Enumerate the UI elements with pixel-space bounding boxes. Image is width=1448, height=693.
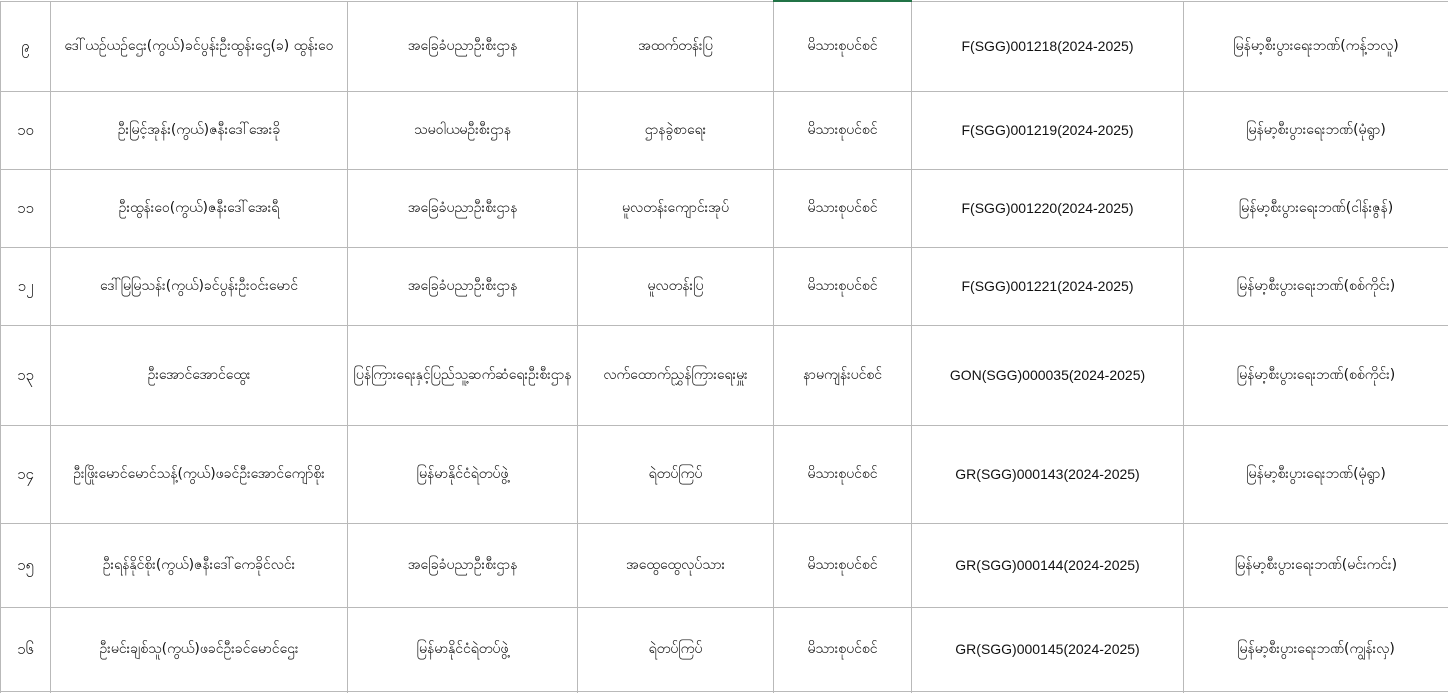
row-number-cell[interactable]: ၁၀	[1, 91, 51, 169]
table-row	[1, 1, 1448, 91]
position-cell[interactable]: ဌာနခွဲစာရေး	[578, 91, 774, 169]
pension-number-cell[interactable]: GR(SGG)000145(2024-2025)	[912, 607, 1184, 691]
bank-office-cell[interactable]: မြန်မာ့စီးပွားရေးဘဏ်(ကန့်ဘလူ)	[1184, 1, 1448, 91]
pension-number-cell[interactable]: GR(SGG)000144(2024-2025)	[912, 523, 1184, 607]
bank-office-cell[interactable]: မြန်မာ့စီးပွားရေးဘဏ်(စစ်ကိုင်း)	[1184, 325, 1448, 425]
pension-number-cell[interactable]: F(SGG)001220(2024-2025)	[912, 169, 1184, 247]
position-cell[interactable]: အထွေထွေလုပ်သား	[578, 523, 774, 607]
name-cell[interactable]: ဦးမြင့်အုန်း(ကွယ်)ဇနီးဒေါ်အေးခို	[51, 91, 348, 169]
pension-number-cell[interactable]: F(SGG)001219(2024-2025)	[912, 91, 1184, 169]
pension-type-cell[interactable]: မိသားစုပင်စင်	[774, 247, 912, 325]
department-cell[interactable]: အခြေခံပညာဦးစီးဌာန	[348, 523, 578, 607]
bank-office-cell[interactable]: မြန်မာ့စီးပွားရေးဘဏ်(ကျွန်းလှ)	[1184, 607, 1448, 691]
name-cell[interactable]: ဒေါ်ယဉ်ယဉ်ဌေး(ကွယ်)ခင်ပွန်းဦးထွန်းဌေ(ခ) ထွန်းဝေ	[51, 1, 348, 91]
position-cell[interactable]: ရဲတပ်ကြပ်	[578, 425, 774, 523]
bank-office-cell[interactable]: မြန်မာ့စီးပွားရေးဘဏ်(မုံရွာ)	[1184, 425, 1448, 523]
bank-office-cell[interactable]: မြန်မာ့စီးပွားရေးဘဏ်(စစ်ကိုင်း)	[1184, 247, 1448, 325]
row-number-cell[interactable]: ၁၃	[1, 325, 51, 425]
row-number-cell[interactable]: ၉	[1, 1, 51, 91]
row-number-cell[interactable]: ၁၅	[1, 523, 51, 607]
pension-type-cell[interactable]: မိသားစုပင်စင်	[774, 425, 912, 523]
row-number-cell[interactable]: ၁၁	[1, 169, 51, 247]
table-row	[1, 607, 1448, 691]
table-row	[1, 247, 1448, 325]
department-cell[interactable]: မြန်မာနိုင်ငံရဲတပ်ဖွဲ့	[348, 607, 578, 691]
name-cell[interactable]: ဦးမင်းချစ်သူ(ကွယ်)ဖခင်ဦးခင်မောင်ဌေး	[51, 607, 348, 691]
row-number-cell[interactable]: ၁၆	[1, 607, 51, 691]
name-cell[interactable]: ဦးအောင်အောင်ထွေး	[51, 325, 348, 425]
row-number-cell[interactable]: ၁၄	[1, 425, 51, 523]
position-cell[interactable]: မူလတန်းပြ	[578, 247, 774, 325]
bank-office-cell[interactable]: မြန်မာ့စီးပွားရေးဘဏ်(မင်းကင်း)	[1184, 523, 1448, 607]
table-row	[1, 91, 1448, 169]
table-row	[1, 325, 1448, 425]
pension-number-cell[interactable]: F(SGG)001218(2024-2025)	[912, 1, 1184, 91]
name-cell[interactable]: ဦးရန်နိုင်စိုး(ကွယ်)ဇနီးဒေါ်ကေခိုင်လင်း	[51, 523, 348, 607]
department-cell[interactable]: မြန်မာနိုင်ငံရဲတပ်ဖွဲ့	[348, 425, 578, 523]
table-row	[1, 523, 1448, 607]
department-cell[interactable]: အခြေခံပညာဦးစီးဌာန	[348, 247, 578, 325]
department-cell[interactable]: ပြန်ကြားရေးနှင့်ပြည်သူ့ဆက်ဆံရေးဦးစီးဌာန	[348, 325, 578, 425]
pension-type-cell[interactable]: မိသားစုပင်စင်	[774, 91, 912, 169]
position-cell[interactable]: မူလတန်းကျောင်းအုပ်	[578, 169, 774, 247]
bank-office-cell[interactable]: မြန်မာ့စီးပွားရေးဘဏ်(မုံရွာ)	[1184, 91, 1448, 169]
position-cell[interactable]: ရဲတပ်ကြပ်	[578, 607, 774, 691]
name-cell[interactable]: ဒေါ်မြမြသန်း(ကွယ်)ခင်ပွန်းဦးဝင်းမောင်	[51, 247, 348, 325]
name-cell[interactable]: ဦးဖြိုးမောင်မောင်သန့်(ကွယ်)ဖခင်ဦးအောင်ကျော်စိုး	[51, 425, 348, 523]
bank-office-cell[interactable]: မြန်မာ့စီးပွားရေးဘဏ်(ငါန်းဇွန်)	[1184, 169, 1448, 247]
pension-type-cell[interactable]: မိသားစုပင်စင်	[774, 169, 912, 247]
position-cell[interactable]: အထက်တန်းပြ	[578, 1, 774, 91]
position-cell[interactable]: လက်ထောက်ညွှန်ကြားရေးမှူး	[578, 325, 774, 425]
pension-type-cell[interactable]: မိသားစုပင်စင်	[774, 1, 912, 91]
pension-number-cell[interactable]: F(SGG)001221(2024-2025)	[912, 247, 1184, 325]
table-row	[1, 425, 1448, 523]
department-cell[interactable]: အခြေခံပညာဦးစီးဌာန	[348, 1, 578, 91]
pension-type-cell[interactable]: မိသားစုပင်စင်	[774, 607, 912, 691]
table-row	[1, 169, 1448, 247]
pension-number-cell[interactable]: GON(SGG)000035(2024-2025)	[912, 325, 1184, 425]
row-number-cell[interactable]: ၁၂	[1, 247, 51, 325]
pension-type-cell[interactable]: နာမကျန်းပင်စင်	[774, 325, 912, 425]
name-cell[interactable]: ဦးထွန်းဝေ(ကွယ်)ဇနီးဒေါ်အေးရီ	[51, 169, 348, 247]
pension-type-cell[interactable]: မိသားစုပင်စင်	[774, 523, 912, 607]
department-cell[interactable]: သမဝါယမဦးစီးဌာန	[348, 91, 578, 169]
department-cell[interactable]: အခြေခံပညာဦးစီးဌာန	[348, 169, 578, 247]
pension-number-cell[interactable]: GR(SGG)000143(2024-2025)	[912, 425, 1184, 523]
